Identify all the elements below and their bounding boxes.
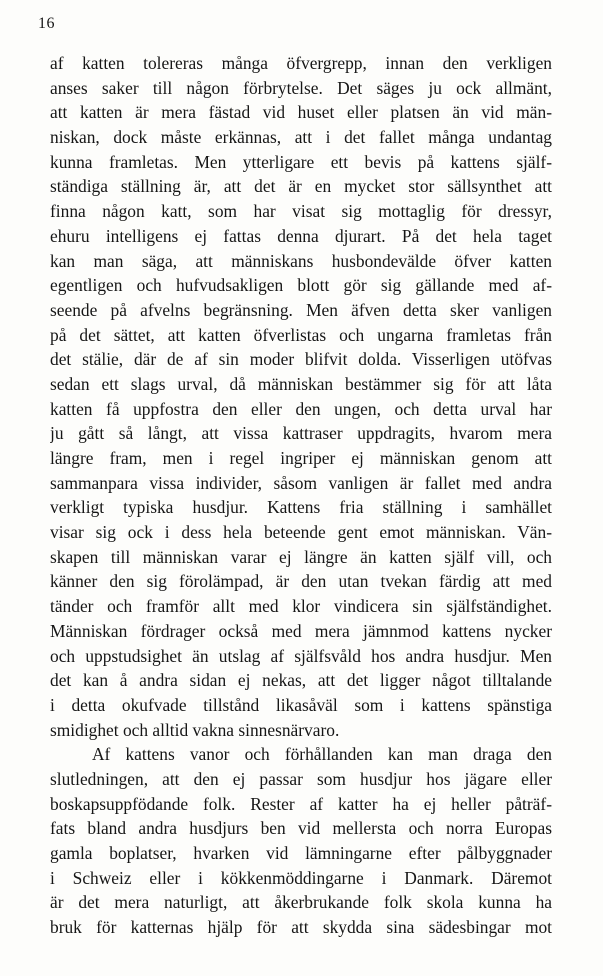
text-line: och uppstudsighet än utslag af själfsvåld hos andra husdjur. Men xyxy=(50,645,552,666)
text-line: af katten tolereras många öfvergrepp, innan den verkligen xyxy=(50,53,552,73)
text-line: på det sättet, att katten öfverlistas och ungarna framletas från xyxy=(50,324,552,345)
body-text xyxy=(50,51,552,940)
text-line: ju gått så långt, att vissa kattraser uppdragits, hvarom mera xyxy=(50,423,552,444)
paragraph-end-line: smidighet och alltid vakna sinnesnärvaro. xyxy=(50,719,340,740)
text-line: det stälie, där de af sin moder blifvit dolda. Visserligen utöfvas xyxy=(50,349,552,370)
text-line: känner den sig förolämpad, är den utan tvekan färdig att med xyxy=(50,571,552,592)
text-line: anses saker till någon förbrytelse. Det säges ju ock allmänt, xyxy=(50,77,552,98)
text-line: tänder och framför allt med klor vindicera sin själfständighet. xyxy=(50,596,552,617)
text-line: visar sig ock i dess hela beteende gent emot människan. Vän- xyxy=(50,522,552,543)
page-number: 16 xyxy=(38,15,55,32)
text-line: längre fram, men i regel ingriper ej människan genom att xyxy=(50,448,552,468)
text-line: fats bland andra husdjurs ben vid mellersta och norra Europas xyxy=(50,818,552,839)
text-line: i Schweiz eller i kökkenmöddingarne i Danmark. Däremot xyxy=(50,867,552,888)
text-line: kan man säga, att människans husbondevälde öfver katten xyxy=(50,250,552,271)
text-line: seende på afvelns begränsning. Men äfven detta sker vanligen xyxy=(50,299,552,320)
text-line: verkligt typiska husdjur. Kattens fria ställning i samhället xyxy=(50,497,552,518)
text-line: sammanpara vissa individer, såsom vanligen är fallet med andra xyxy=(50,472,552,493)
text-line: boskapsuppfödande folk. Rester af katter ha ej heller påträf- xyxy=(50,793,552,814)
paragraph-start-line: Af kattens vanor och förhållanden kan man draga den xyxy=(92,744,552,765)
text-line: är det mera naturligt, att åkerbrukande folk skola kunna ha xyxy=(50,892,552,913)
text-line: egentligen och hufvudsakligen blott gör sig gällande med af- xyxy=(50,275,552,296)
text-line: att katten är mera fästad vid huset eller platsen än vid män- xyxy=(50,102,552,123)
text-line: kunna framletas. Men ytterligare ett bevis på kattens själf- xyxy=(50,151,552,172)
text-line: skapen till människan varar ej längre än katten själf vill, och xyxy=(50,546,552,567)
text-line: katten få uppfostra den eller den ungen, och detta urval har xyxy=(50,398,552,419)
text-line: bruk för katternas hjälp för att skydda sina sädesbingar mot xyxy=(50,917,552,938)
text-line: sedan ett slags urval, då människan bestämmer sig för att låta xyxy=(50,373,552,394)
text-line: Människan fördrager också med mera jämnmod kattens nycker xyxy=(50,620,552,641)
text-line: slutledningen, att den ej passar som husdjur hos jägare eller xyxy=(50,768,552,789)
text-line: ständiga ställning är, att det är en mycket stor sällsynthet att xyxy=(50,176,552,197)
text-line: niskan, dock måste erkännas, att i det fallet många undantag xyxy=(50,127,552,148)
text-line: det kan å andra sidan ej nekas, att det ligger något tilltalande xyxy=(50,670,552,691)
text-line: gamla boplatser, hvarken vid lämningarne efter pålbyggnader xyxy=(50,843,552,863)
text-line: i detta okufvade tillstånd likasåväl som i kattens spänstiga xyxy=(50,694,552,715)
text-line: ehuru intelligens ej fattas denna djurart. På det hela taget xyxy=(50,225,552,246)
text-line: finna någon katt, som har visat sig mottaglig för dressyr, xyxy=(50,201,552,222)
